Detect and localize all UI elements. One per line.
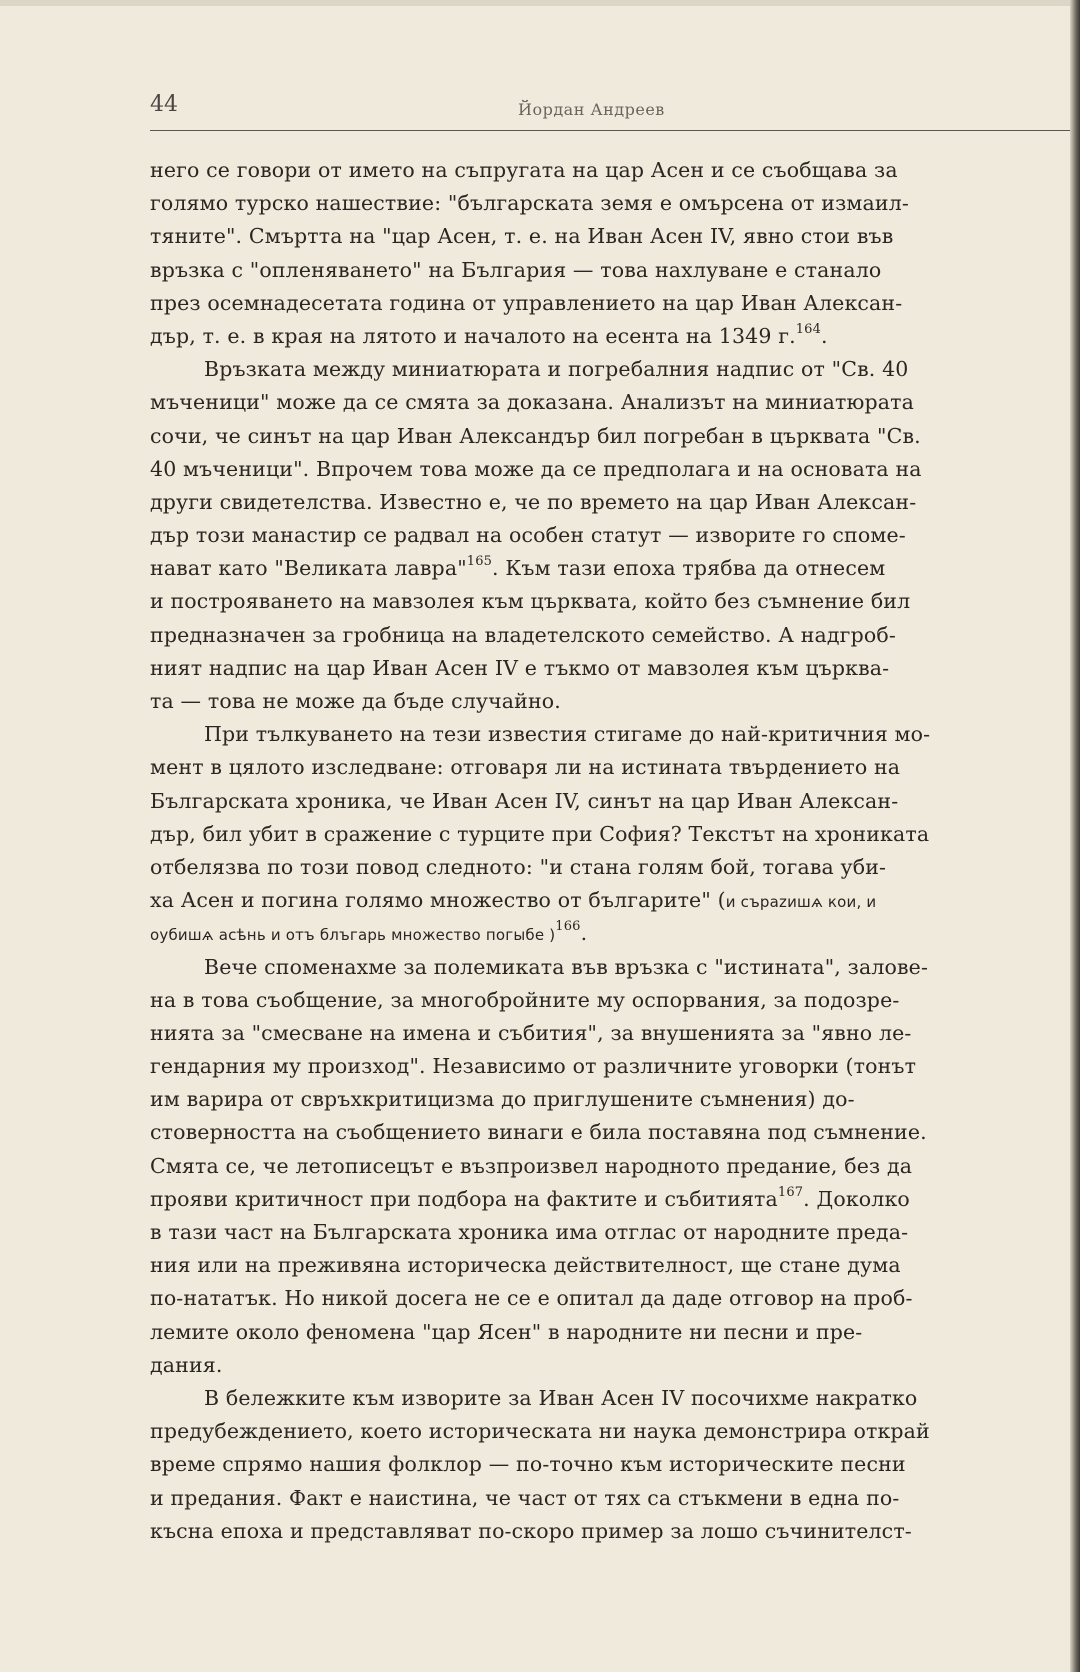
footnote-marker[interactable]: 166 xyxy=(555,919,581,935)
line-text: голямо турско нашествие: "българската земя е омърсена от измаил- xyxy=(150,191,909,216)
line-text: него се говори от името на съпругата на цар Асен и се съобщава за xyxy=(150,158,898,182)
footnote-marker[interactable]: 167 xyxy=(777,1184,804,1200)
line-text: ният надпис на цар Иван Асен IV е тъкмо от мавзолея към църква- xyxy=(150,655,890,680)
running-head: Йордан Андреев xyxy=(518,100,665,119)
text-line xyxy=(150,818,1068,851)
text-line xyxy=(150,685,1068,718)
text-line xyxy=(150,984,1068,1017)
line-text: Смята се, че летописецът е възпроизвел народното предание, без да xyxy=(150,1153,913,1178)
line-text-continuation: . Към тази епоха трябва да отнесем xyxy=(492,556,886,581)
text-line xyxy=(150,751,1068,784)
line-text: дър този манастир се радвал на особен статут — изворите го споме- xyxy=(150,523,906,548)
text-line xyxy=(150,619,1068,652)
line-text: Българската хроника, че Иван Асен IV, синът на цар Иван Алексан- xyxy=(150,788,899,813)
line-text: гендарния му произход". Независимо от различните уговорки (тонът xyxy=(150,1054,917,1079)
line-text: тяните". Смъртта на "цар Асен, т. е. на Иван Асен IV, явно стои във xyxy=(150,224,894,249)
line-text: предназначен за гробница на владетелското семейство. А надгроб- xyxy=(150,622,896,647)
line-text: и построяването на мавзолея към църквата, който без съмнение бил xyxy=(150,589,911,614)
line-text: мъченици" може да се смята за доказана. Анализът на миниатюрата xyxy=(150,390,915,415)
text-line xyxy=(150,1050,1068,1083)
footnote-marker[interactable]: 165 xyxy=(466,554,493,570)
page-header xyxy=(150,92,1070,132)
line-text-continuation: . xyxy=(580,921,588,946)
text-line xyxy=(150,1083,1068,1116)
line-text: късна епоха и представляват по-скоро пример за лошо съчинителст- xyxy=(150,1518,912,1543)
text-line xyxy=(150,1216,1068,1249)
line-text: отбелязва по този повод следното: "и стана голям бой, тогава уби- xyxy=(150,854,887,879)
line-text: ха Асен и погина голямо множество от българите" ( xyxy=(150,888,726,913)
text-line xyxy=(150,386,1068,419)
line-text: им варира от свръхкритицизма до приглушените съмнения) до- xyxy=(150,1087,855,1112)
text-line xyxy=(150,320,1068,353)
line-text: ния или на преживяна историческа действителност, ще стане дума xyxy=(150,1253,901,1278)
text-line xyxy=(150,1415,1068,1448)
line-text-continuation: . Доколко xyxy=(803,1186,910,1211)
page-number: 44 xyxy=(150,92,178,117)
line-text: дър, бил убит в сражение с турците при София? Текстът на хрониката xyxy=(150,821,930,846)
text-line xyxy=(150,254,1068,287)
page-body-text xyxy=(150,154,1068,1548)
text-line xyxy=(150,1249,1068,1282)
text-line xyxy=(150,1183,1068,1216)
line-text-continuation: . xyxy=(821,323,828,348)
text-line xyxy=(150,1316,1068,1349)
text-line xyxy=(150,1282,1068,1315)
text-line xyxy=(150,851,1068,884)
text-line xyxy=(150,353,1068,386)
line-text: и предания. Факт е наистина, че част от тях са стъкмени в една по- xyxy=(150,1485,900,1510)
footnote-marker[interactable]: 164 xyxy=(795,322,822,338)
line-text: та — това не може да бъде случайно. xyxy=(150,689,561,713)
text-line xyxy=(150,785,1068,818)
page-top-edge xyxy=(0,0,1080,6)
old-bulgarian-quote: и сърazишѧ кои, и xyxy=(725,893,877,912)
text-line xyxy=(150,220,1068,253)
text-line xyxy=(150,1150,1068,1183)
line-text: стоверността на съобщението винаги е била поставяна под съмнение. xyxy=(150,1120,927,1145)
old-bulgarian-quote: оубишѧ асѣнь и отъ блъгарь множество погыбе ) xyxy=(150,926,556,945)
text-line xyxy=(150,1116,1068,1149)
line-text: по-нататък. Но никой досега не се е опитал да даде отговор на проб- xyxy=(150,1286,913,1311)
line-text: през осемнадесетата година от управлението на цар Иван Алексан- xyxy=(150,290,903,315)
text-line xyxy=(150,1515,1068,1548)
line-text: Връзката между миниатюрата и погребалния надпис от "Св. 40 xyxy=(204,357,909,382)
text-line xyxy=(150,1017,1068,1050)
line-text: При тълкуването на тези известия стигаме до най-критичния мо- xyxy=(204,722,931,747)
text-line xyxy=(150,1382,1068,1415)
text-line xyxy=(150,585,1068,618)
text-line xyxy=(150,154,1068,187)
line-text: сочи, че синът на цар Иван Александър бил погребан в църквата "Св. xyxy=(150,423,921,448)
line-text: 40 мъченици". Впрочем това може да се предполага и на основата на xyxy=(150,456,922,481)
text-line xyxy=(150,519,1068,552)
text-line xyxy=(150,1482,1068,1515)
line-text: Вече споменахме за полемиката във връзка с "истината", залове- xyxy=(204,954,929,979)
line-text: прояви критичност при подбора на фактите и събитията xyxy=(150,1186,778,1211)
line-text: нията за "смесване на имена и събития", за внушенията за "явно ле- xyxy=(150,1020,912,1045)
line-text: в тази част на Българската хроника има отглас от народните преда- xyxy=(150,1220,909,1244)
text-line xyxy=(150,453,1068,486)
text-line xyxy=(150,1448,1068,1481)
line-text: лемите около феномена "цар Ясен" в народните ни песни и пре- xyxy=(150,1319,863,1344)
text-line xyxy=(150,917,1068,950)
line-text: връзка с "опленяването" на България — това нахлуване е станало xyxy=(150,257,882,282)
line-text: предубеждението, което историческата ни наука демонстрира открай xyxy=(150,1419,930,1444)
line-text: нават като "Великата лавра" xyxy=(150,556,467,581)
text-line xyxy=(150,718,1068,751)
page-binding-shadow xyxy=(1070,0,1080,1672)
line-text: дания. xyxy=(150,1352,223,1377)
text-line xyxy=(150,420,1068,453)
line-text: други свидетелства. Известно е, че по времето на цар Иван Алексан- xyxy=(150,489,917,514)
text-line xyxy=(150,951,1068,984)
line-text: на в това съобщение, за многобройните му оспорвания, за подозре- xyxy=(150,987,900,1012)
text-line xyxy=(150,652,1068,685)
line-text: В бележките към изворите за Иван Асен IV посочихме накратко xyxy=(204,1385,918,1410)
text-line xyxy=(150,187,1068,220)
text-line xyxy=(150,486,1068,519)
text-line xyxy=(150,1349,1068,1382)
line-text: дър, т. е. в края на лятото и началото на есента на 1349 г. xyxy=(150,323,796,348)
header-rule xyxy=(150,130,1070,131)
text-line xyxy=(150,287,1068,320)
text-line xyxy=(150,884,1068,917)
line-text: време спрямо нашия фолклор — по-точно към историческите песни xyxy=(150,1452,906,1477)
text-line xyxy=(150,552,1068,585)
line-text: мент в цялото изследване: отговаря ли на истината твърдението на xyxy=(150,755,901,780)
